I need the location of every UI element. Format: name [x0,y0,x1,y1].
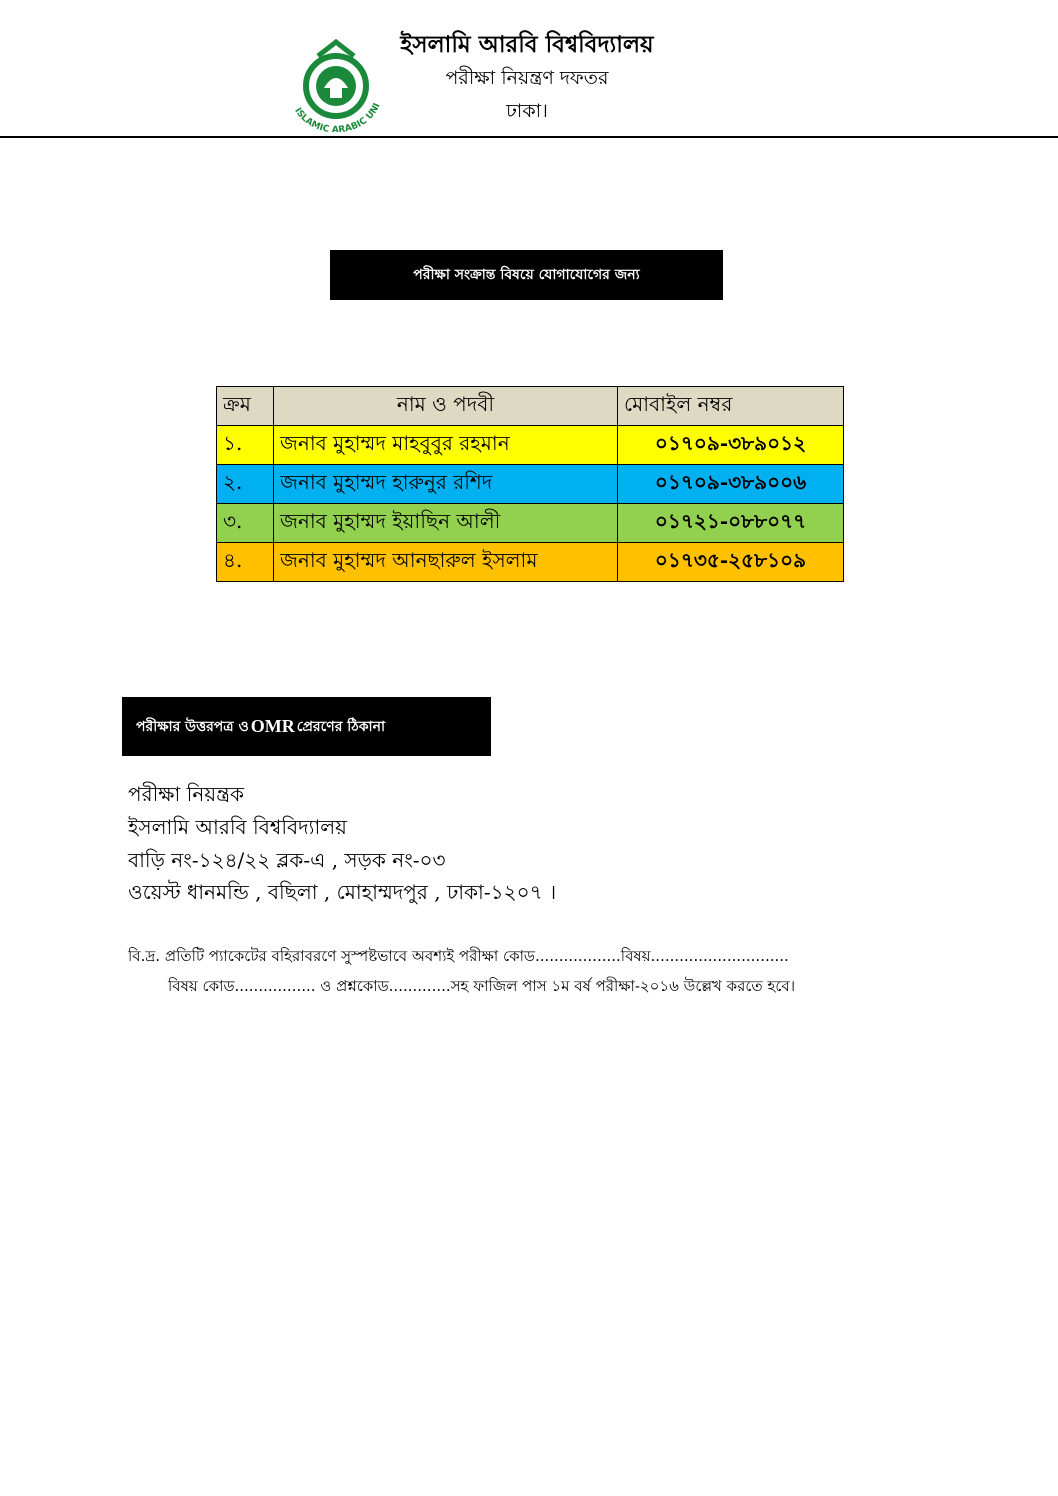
address-line-area: ওয়েস্ট ধানমন্ডি , বছিলা , মোহাম্মদপুর , ঢাকা-১২০৭ । [128,880,557,904]
header-serial: ক্রম [217,387,274,426]
note-line-1: বি.দ্র. প্রতিটি প্যাকেটের বহিরাবরণে সুস্পষ্টভাবে অবশ্যই পরীক্ষা কোড..................বিষয়............................. [128,947,789,965]
address-banner-prefix: পরীক্ষার উত্তরপত্র ও [136,718,249,735]
row-phone: ০১৭০৯-৩৮৯০১২ [618,426,844,465]
note-line-2: বিষয় কোড................. ও প্রশ্নকোড.............সহ ফাজিল পাস ১ম বর্ষ পরীক্ষা-২০১৬ উল্লেখ করতে হবে। [168,977,796,995]
header-divider [0,136,1058,138]
table-row [217,543,844,582]
row-serial: ৪. [217,543,274,582]
address-banner-omr: OMR [250,716,295,736]
contacts-table [216,386,844,582]
row-name: জনাব মুহাম্মদ হারুনুর রশিদ [274,465,618,504]
table-row [217,504,844,543]
address-banner [122,697,491,756]
city-name: ঢাকা। [506,100,548,122]
logo-text: ISLAMIC ARABIC UNI [292,101,383,132]
header-phone: মোবাইল নম্বর [618,387,844,426]
row-serial: ৩. [217,504,274,543]
address-banner-suffix: প্রেরণের ঠিকানা [296,718,386,735]
university-title: ইসলামি আরবি বিশ্ববিদ্যালয় [400,31,654,58]
row-serial: ২. [217,465,274,504]
contact-banner: পরীক্ষা সংক্রান্ত বিষয়ে যোগাযোগের জন্য [330,250,723,300]
address-line-recipient: পরীক্ষা নিয়ন্ত্রক [128,782,244,806]
row-phone: ০১৭৩৫-২৫৮১০৯ [618,543,844,582]
row-phone: ০১৭০৯-৩৮৯০০৬ [618,465,844,504]
table-row [217,426,844,465]
address-line-street: বাড়ি নং-১২৪/২২ ব্লক-এ , সড়ক নং-০৩ [128,848,446,872]
row-serial: ১. [217,426,274,465]
table-row [217,465,844,504]
address-line-university: ইসলামি আরবি বিশ্ববিদ্যালয় [128,815,347,839]
office-name: পরীক্ষা নিয়ন্ত্রণ দফতর [445,67,609,89]
header-name: নাম ও পদবী [274,387,618,426]
row-name: জনাব মুহাম্মদ আনছারুল ইসলাম [274,543,618,582]
table-header-row [217,387,844,426]
row-name: জনাব মুহাম্মদ ইয়াছিন আলী [274,504,618,543]
row-name: জনাব মুহাম্মদ মাহবুবুর রহমান [274,426,618,465]
row-phone: ০১৭২১-০৮৮০৭৭ [618,504,844,543]
